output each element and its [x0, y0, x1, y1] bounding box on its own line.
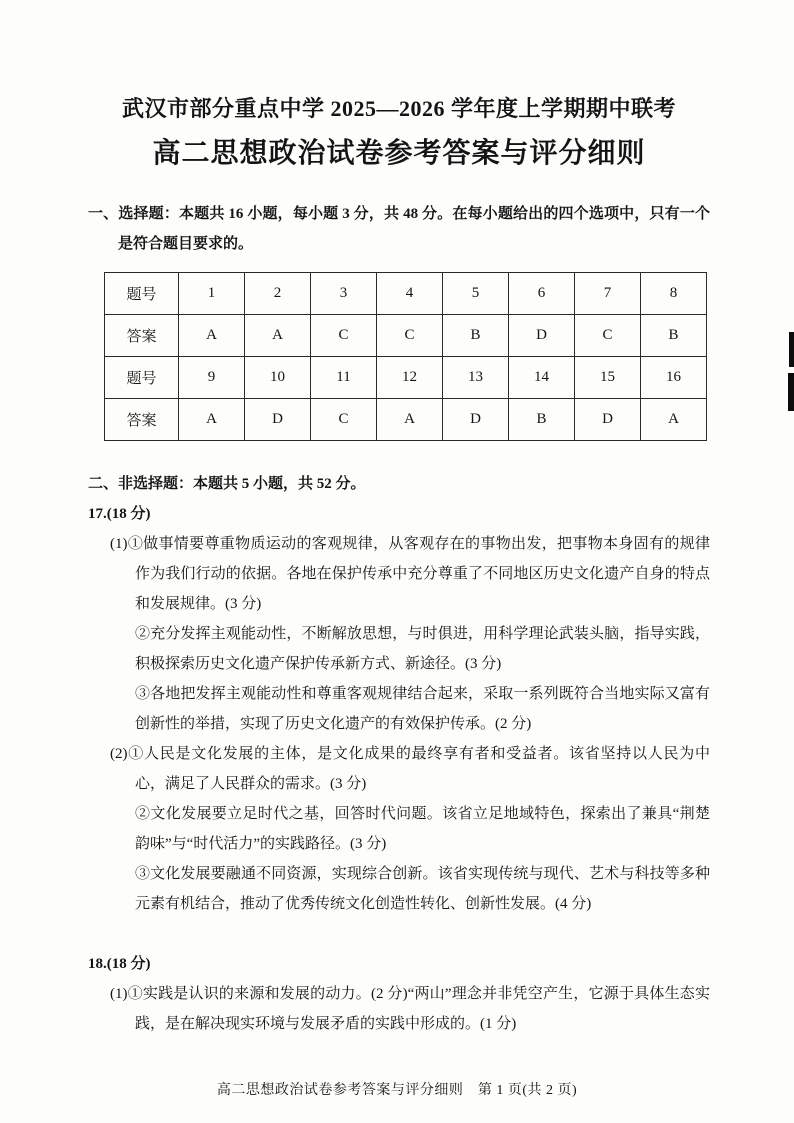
answer-item: (1)①做事情要尊重物质运动的客观规律，从客观存在的事物出发，把事物本身固有的规律作为我们行动的依据。各地在保护传承中充分尊重了不同地区历史文化遗产自身的特点和发展规律。(3 分) [110, 536, 710, 612]
page-title: 高二思想政治试卷参考答案与评分细则 [152, 138, 646, 169]
exam-title: 武汉市部分重点中学 2025—2026 学年度上学期期中联考 [121, 96, 676, 121]
section-heading-mcq: 一、选择题：本题共 16 小题，每小题 3 分，共 48 分。在每小题给出的四个选项中，只有一个是符合题目要求的。 [88, 206, 710, 252]
table-row [105, 399, 707, 441]
table-cell: 4 [377, 273, 443, 315]
table-cell: D [575, 399, 641, 441]
table-cell: 10 [245, 357, 311, 399]
table-cell: C [575, 315, 641, 357]
answer-item: (2)①人民是文化发展的主体，是文化成果的最终享有者和受益者。该省坚持以人民为中心，满足了人民群众的需求。(3 分) [110, 746, 710, 792]
page-footer: 高二思想政治试卷参考答案与评分细则 第 1 页(共 2 页) [216, 1083, 578, 1098]
page-content [88, 92, 710, 1039]
table-cell: 16 [641, 357, 707, 399]
table-cell: 8 [641, 273, 707, 315]
table-cell: 3 [311, 273, 377, 315]
answer-item: ③各地把发挥主观能动性和尊重客观规律结合起来，采取一系列既符合当地实际又富有创新性的举措，实现了历史文化遗产的有效保护传承。(2 分) [135, 686, 710, 732]
table-cell: 13 [443, 357, 509, 399]
table-cell: A [179, 315, 245, 357]
table-cell: D [443, 399, 509, 441]
table-cell: 题号 [105, 273, 179, 315]
question-number: 18.(18 分) [88, 956, 151, 972]
table-cell: 6 [509, 273, 575, 315]
table-cell: 15 [575, 357, 641, 399]
table-row [105, 315, 707, 357]
answer-item: ②充分发挥主观能动性，不断解放思想，与时俱进，用科学理论武装头脑，指导实践，积极探索历史文化遗产保护传承新方式、新途径。(3 分) [135, 626, 710, 672]
table-cell: C [311, 399, 377, 441]
table-cell: 14 [509, 357, 575, 399]
question-number: 17.(18 分) [88, 506, 151, 522]
question-18 [88, 949, 710, 1039]
free-response-section [88, 469, 710, 1039]
table-cell: 1 [179, 273, 245, 315]
table-cell: 11 [311, 357, 377, 399]
table-cell: 答案 [105, 315, 179, 357]
table-cell: A [641, 399, 707, 441]
answer-table [104, 272, 707, 441]
question-17-part-1 [110, 529, 710, 739]
table-cell: C [377, 315, 443, 357]
table-cell: D [509, 315, 575, 357]
table-cell: A [245, 315, 311, 357]
table-cell: A [179, 399, 245, 441]
scan-artifact-mark [789, 332, 794, 367]
table-cell: 12 [377, 357, 443, 399]
section-heading-frq: 二、非选择题：本题共 5 小题，共 52 分。 [88, 476, 366, 492]
table-cell: 7 [575, 273, 641, 315]
scan-artifact-mark [788, 373, 794, 411]
multiple-choice-section [88, 199, 710, 441]
table-cell: B [509, 399, 575, 441]
table-cell: 9 [179, 357, 245, 399]
question-17 [88, 499, 710, 919]
question-18-part-1 [110, 979, 710, 1039]
answer-item: ②文化发展要立足时代之基，回答时代问题。该省立足地域特色，探索出了兼具“荆楚韵味”与“时代活力”的实践路径。(3 分) [135, 806, 710, 852]
table-row [105, 357, 707, 399]
answer-item: ③文化发展要融通不同资源，实现综合创新。该省实现传统与现代、艺术与科技等多种元素有机结合，推动了优秀传统文化创造性转化、创新性发展。(4 分) [135, 866, 710, 912]
table-cell: 2 [245, 273, 311, 315]
table-cell: 5 [443, 273, 509, 315]
table-cell: 答案 [105, 399, 179, 441]
table-cell: D [245, 399, 311, 441]
answer-item: (1)①实践是认识的来源和发展的动力。(2 分)“两山”理念并非凭空产生，它源于具体生态实践，是在解决现实环境与发展矛盾的实践中形成的。(1 分) [110, 986, 710, 1032]
table-cell: 题号 [105, 357, 179, 399]
table-cell: B [443, 315, 509, 357]
table-cell: C [311, 315, 377, 357]
question-17-part-2 [110, 739, 710, 919]
table-cell: A [377, 399, 443, 441]
table-cell: B [641, 315, 707, 357]
table-row [105, 273, 707, 315]
